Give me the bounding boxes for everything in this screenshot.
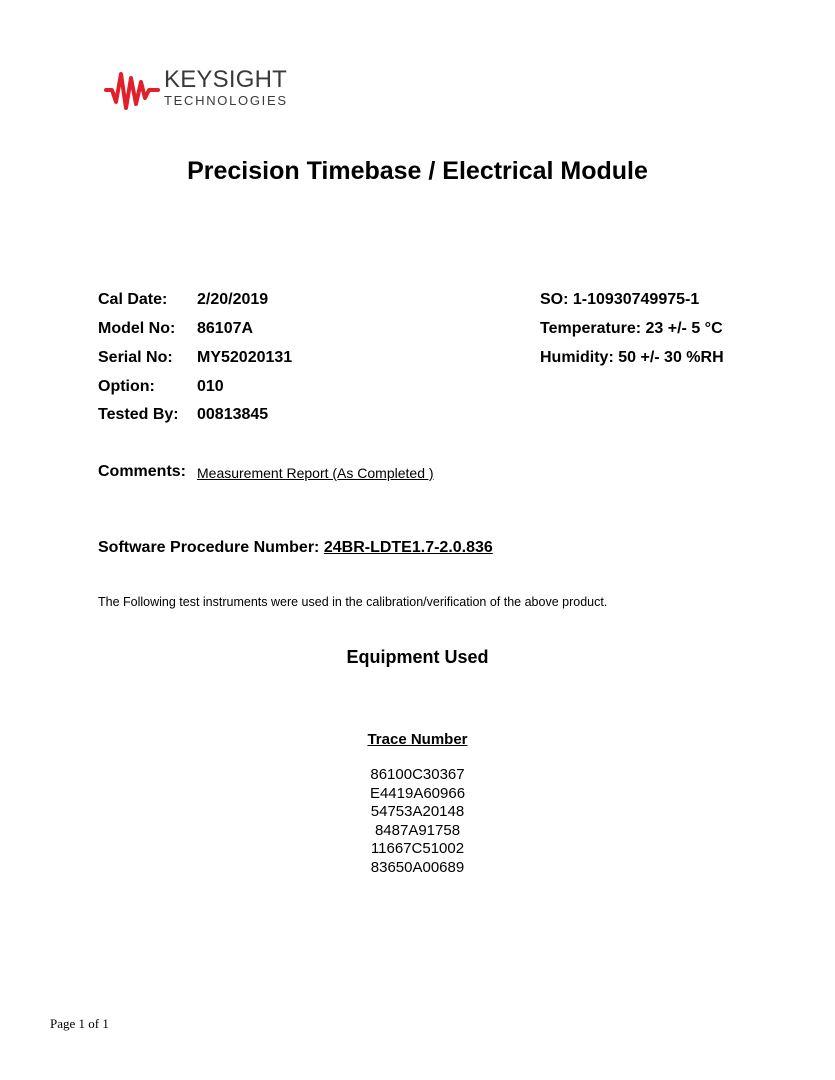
model-no-value: 86107A (197, 320, 254, 337)
logo-subtitle: TECHNOLOGIES (164, 93, 288, 108)
trace-number-item: 8487A91758 (374, 821, 461, 839)
software-procedure-label: Software Procedure Number: (98, 539, 320, 556)
humidity-value: 50 +/- 30 %RH (618, 349, 724, 366)
comments-label: Comments: (98, 463, 187, 480)
trace-number-item: 54753A20148 (370, 803, 465, 821)
trace-number-item: 83650A00689 (370, 858, 465, 876)
trace-number-item: E4419A60966 (369, 784, 466, 802)
serial-no-value: MY52020131 (197, 349, 293, 366)
page-number: Page 1 of 1 (50, 1016, 109, 1031)
temperature-label: Temperature: (540, 320, 642, 337)
option-label: Option: (98, 378, 155, 395)
equipment-heading: Equipment Used (346, 647, 489, 667)
software-procedure (98, 538, 493, 558)
option-value: 010 (197, 378, 224, 395)
so-label: SO: (540, 291, 569, 308)
temperature-value: 23 +/- 5 °C (645, 320, 723, 337)
logo-name: KEYSIGHT (164, 66, 287, 93)
comments-value: Measurement Report (As Completed ) (197, 465, 434, 481)
trace-number-item: 86100C30367 (370, 766, 465, 783)
instruments-statement: The Following test instruments were used in the calibration/verification of the above product. (98, 595, 608, 609)
so-value: 1-10930749975-1 (572, 291, 700, 308)
so-field (540, 290, 699, 310)
keysight-logo (104, 66, 294, 116)
cal-date-label: Cal Date: (98, 291, 168, 308)
keysight-wave-icon (104, 68, 160, 114)
humidity-field (540, 348, 724, 368)
serial-no-label: Serial No: (98, 349, 173, 366)
software-procedure-number: 24BR-LDTE1.7-2.0.836 (323, 539, 493, 556)
humidity-label: Humidity: (540, 349, 614, 366)
trace-number-item: 11667C51002 (370, 840, 465, 858)
tested-by-label: Tested By: (98, 406, 179, 423)
trace-number-heading: Trace Number (367, 731, 468, 748)
page-title: Precision Timebase / Electrical Module (187, 157, 648, 185)
model-no-label: Model No: (98, 320, 176, 337)
trace-number-list (0, 766, 835, 878)
tested-by-value: 00813845 (197, 406, 269, 423)
cal-date-value: 2/20/2019 (197, 291, 269, 308)
temperature-field (540, 319, 723, 339)
